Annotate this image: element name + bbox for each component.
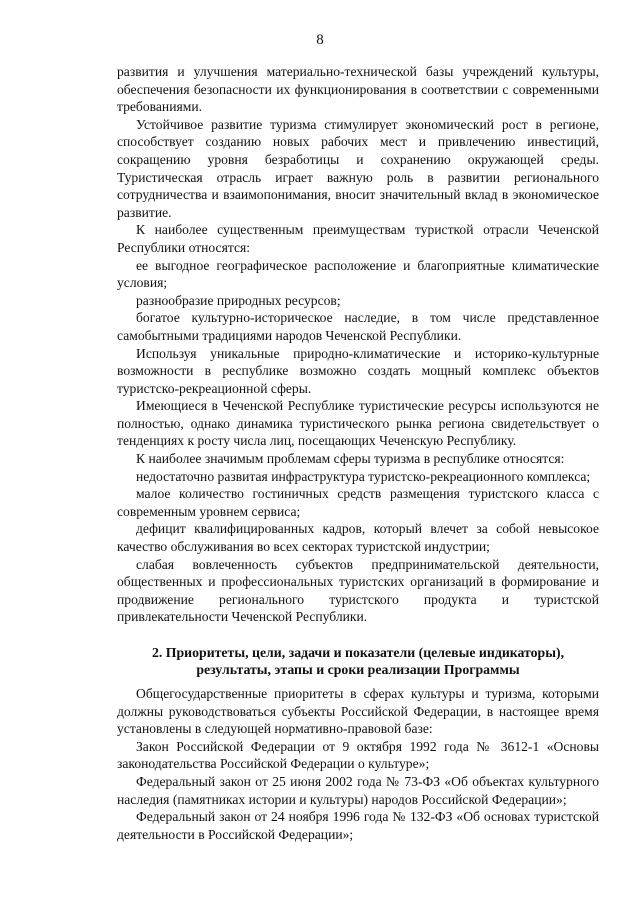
section-heading [117,644,599,678]
paragraph: К наиболее существенным преимуществам туристкой отрасли Чеченской Республики относятся: [117,222,599,255]
paragraph: К наиболее значимым проблемам сферы туризма в республике относятся: [136,451,565,467]
paragraph: дефицит квалифицированных кадров, который влечет за собой невысокое качество обслуживания во всех секторах туристской индустрии; [117,521,599,555]
paragraph: разнообразие природных ресурсов; [136,292,341,308]
paragraph: Общегосударственные приоритеты в сферах культуры и туризма, которыми должны руководствоваться субъекты Российской Федерации, в настоящее время установлены в следующей нормативно-правовой базе: [117,686,599,737]
paragraph: Федеральный закон от 24 ноября 1996 года № 132-ФЗ «Об основах туристской деятельности в Российской Федерации»; [117,809,599,842]
paragraphs-before-heading [117,63,599,626]
paragraphs-after-heading [117,685,599,843]
paragraph: развития и улучшения материально-технической базы учреждений культуры, обеспечения безопасности их функционирования в соответствии с современными требованиями. [117,64,599,115]
paragraph: богатое культурно-историческое наследие, в том числе представленное самобытными традициями народов Чеченской Республики. [117,310,599,343]
section-heading-line-1: 2. Приоритеты, цели, задачи и показатели (целевые индикаторы), [151,645,565,660]
paragraph: Федеральный закон от 25 июня 2002 года № 73-ФЗ «Об объектах культурного наследия (памятниках истории и культуры) народов Российской Федерации»; [117,773,599,807]
paragraph: малое количество гостиничных средств размещения туристского класса с современным уровнем сервиса; [117,486,599,519]
page-content [117,63,599,843]
section-heading-line-2: результаты, этапы и сроки реализации Программы [196,662,520,677]
paragraph: ее выгодное географическое расположение и благоприятные климатические условия; [117,257,599,291]
paragraph: Закон Российской Федерации от 9 октября 1992 года № 3612-1 «Основы законодательства Российской Федерации о культуре»; [117,738,599,772]
paragraph: недостаточно развитая инфраструктура туристско-рекреационного комплекса; [136,468,591,484]
paragraph: слабая вовлеченность субъектов предпринимательской деятельности, общественных и профессиональных туристских организаций в формирование и продвижение регионального туристского продукта и туристской привлекательности Чеченской Республики. [117,556,599,625]
page-number: 8 [316,32,324,48]
paragraph: Устойчивое развитие туризма стимулирует экономический рост в регионе, способствует созданию новых рабочих мест и привлечению инвестиций, сокращению уровня безработицы и сохранению окружающей среды. Туристическая отрасль играет важную роль в развитии регионального сотрудничества и взаимопонимания, вносит значительный вклад в экономическое развитие. [117,116,599,220]
paragraph: Имеющиеся в Чеченской Республике туристические ресурсы используются не полностью, однако динамика туристического рынка региона свидетельствует о тенденциях к росту числа лиц, посещающих Чеченскую Республику. [117,398,599,449]
paragraph: Используя уникальные природно-климатические и историко-культурные возможности в республике возможно создать мощный комплекс объектов туристско-рекреационной сферы. [117,345,599,396]
